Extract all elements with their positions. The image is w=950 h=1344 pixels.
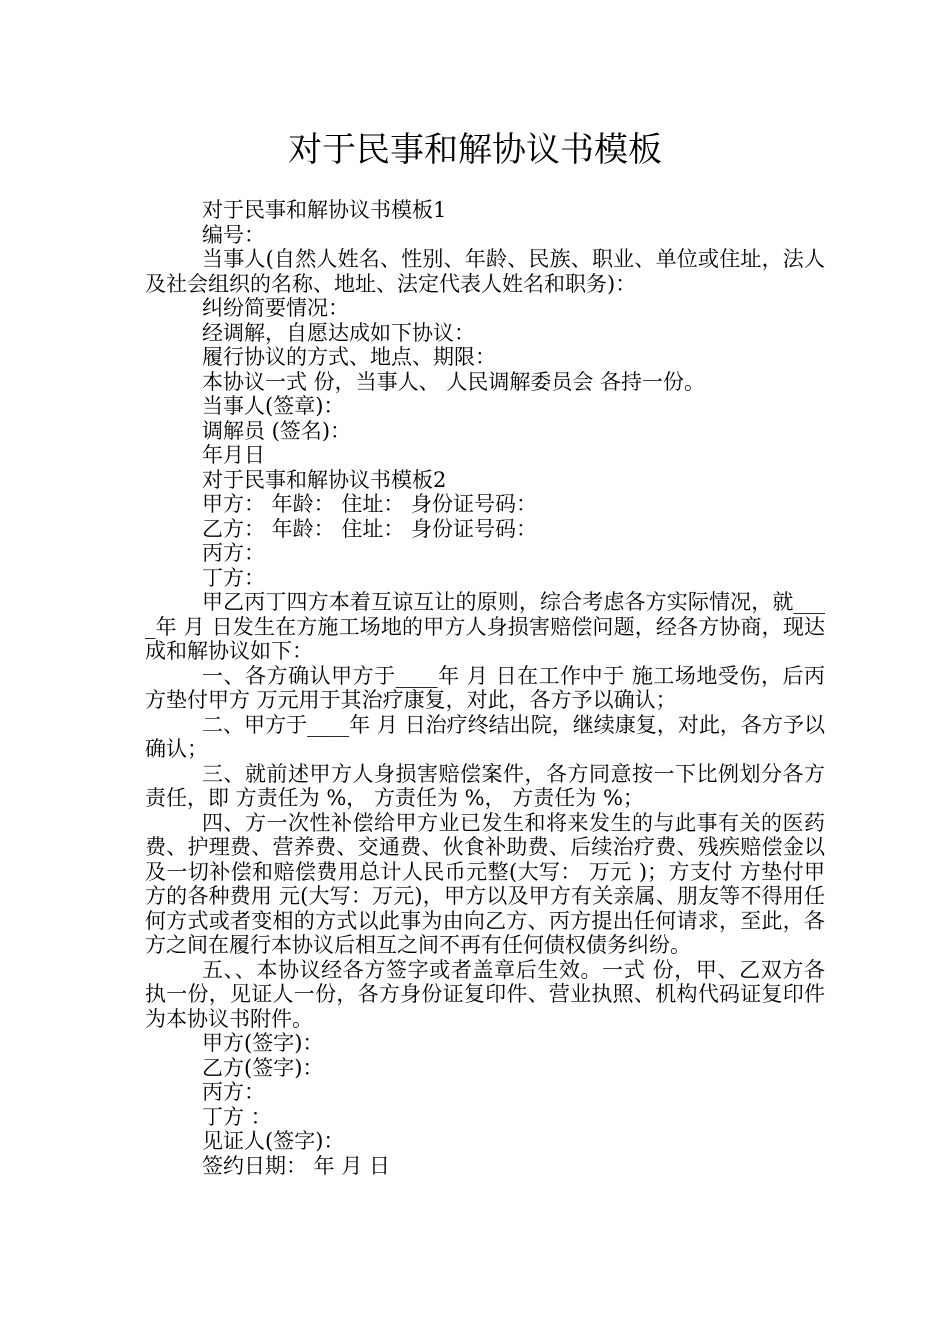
clause-1: 一、各方确认甲方于____年 月 日在工作中于 施工场地受伤，后丙方垫付甲方 万元用于其治疗康复，对此，各方予以确认；	[145, 663, 825, 712]
party-c-line: 丙方：	[202, 541, 265, 565]
party-d-signature-line: 丁方 ：	[202, 1104, 272, 1129]
party-b-info-line: 乙方： 年龄： 住址： 身份证号码：	[202, 516, 538, 541]
copies-line: 本协议一式 份，当事人、 人民调解委员会 各持一份。	[202, 369, 706, 394]
document-title: 对于民事和解协议书模板	[288, 130, 662, 170]
party-b-signature-line: 乙方(签字)：	[202, 1055, 324, 1080]
party-signature-line: 当事人(签章)：	[202, 394, 345, 418]
section-heading-2: 对于民事和解协议书模板2	[202, 467, 447, 492]
section-heading-1: 对于民事和解协议书模板1	[202, 198, 447, 222]
party-a-info-line: 甲方： 年龄： 住址： 身份证号码：	[202, 492, 538, 516]
serial-number-line: 编号：	[202, 222, 265, 247]
dispute-summary-line: 纠纷简要情况：	[202, 296, 349, 320]
mediation-agreement-line: 经调解，自愿达成如下协议：	[202, 320, 475, 345]
performance-method-line: 履行协议的方式、地点、期限：	[202, 345, 496, 369]
clause-2: 二、甲方于____年 月 日治疗终结出院，继续康复，对此，各方予以确认；	[145, 712, 825, 761]
parties-info-line: 当事人(自然人姓名、性别、年龄、民族、职业、单位或住址，法人及社会组织的名称、地址、法定代表人姓名和职务)：	[145, 247, 825, 296]
date-line-1: 年月日	[202, 443, 265, 467]
clause-4: 四、方一次性补偿给甲方业已发生和将来发生的与此事有关的医药费、护理费、营养费、交通费、伙食补助费、后续治疗费、残疾赔偿金以及一切补偿和赔偿费用总计人民币元整(大写： 万元 )；方支付 方垫付甲方的各种费用 元(大写：万元)，甲方以及甲方有关亲属、朋友等不得用任何方式或者变相的方式以此事为由向乙方、丙方提出任何请求，至此，各方之间在履行本协议后相互之间不再有任何债权债务纠纷。	[145, 810, 825, 957]
clause-5: 五、、本协议经各方签字或者盖章后生效。一式 份，甲、乙双方各执一份，见证人一份，各方身份证复印件、营业执照、机构代码证复印件为本协议书附件。	[145, 957, 825, 1031]
mediator-signature-line: 调解员 (签名)：	[202, 418, 352, 443]
preamble-paragraph: 甲乙丙丁四方本着互谅互让的原则，综合考虑各方实际情况，就____年 月 日发生在方施工场地的甲方人身损害赔偿问题，经各方协商，现达成和解协议如下：	[145, 590, 825, 663]
signing-date-line: 签约日期： 年 月 日	[202, 1153, 391, 1178]
clause-3: 三、就前述甲方人身损害赔偿案件，各方同意按一下比例划分各方责任，即 方责任为 %， 方责任为 %， 方责任为 %；	[145, 761, 825, 810]
party-c-signature-line: 丙方：	[202, 1080, 265, 1104]
party-d-line: 丁方：	[202, 565, 265, 590]
party-a-signature-line: 甲方(签字)：	[202, 1031, 324, 1055]
witness-signature-line: 见证人(签字)：	[202, 1129, 345, 1153]
document-body	[145, 198, 825, 1178]
